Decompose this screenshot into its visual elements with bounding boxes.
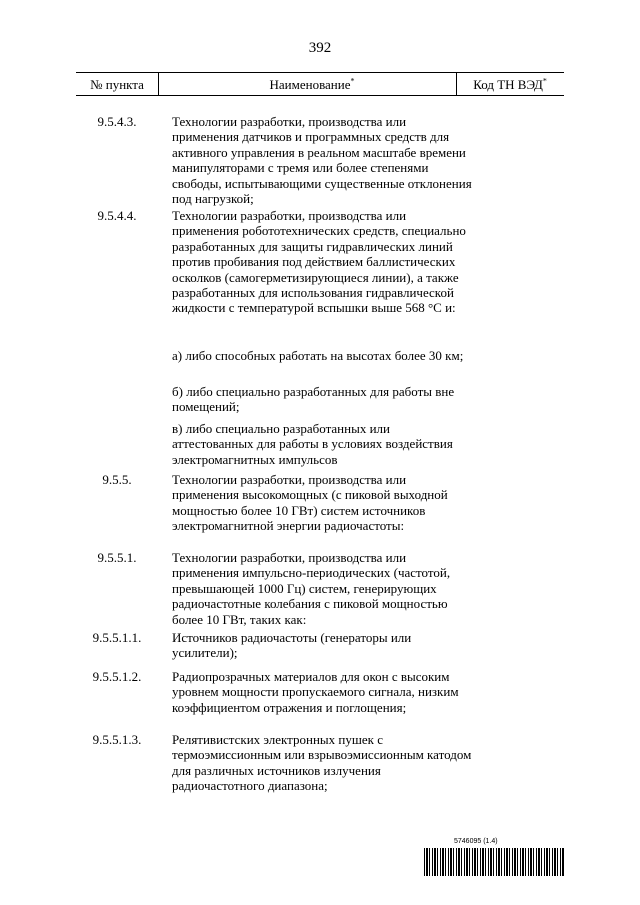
row-number: 9.5.5.1.3. bbox=[92, 732, 142, 747]
row-number: 9.5.5.1.2. bbox=[92, 669, 142, 684]
header-col-number: № пункта bbox=[90, 77, 144, 92]
header-col-name: Наименование* bbox=[269, 76, 355, 92]
sub-item: б) либо специально разработанных для работы вне помещений; bbox=[172, 384, 455, 415]
header-col-code: Код ТН ВЭД* bbox=[473, 76, 547, 92]
row-number: 9.5.4.4. bbox=[97, 208, 137, 223]
row-number: 9.5.5.1.1. bbox=[92, 630, 142, 645]
sub-item: в) либо специально разработанных или аттестованных для работы в условиях воздействия электромагнитных импульсов bbox=[172, 421, 453, 467]
row-text: Релятивистских электронных пушек с термоэмиссионным или взрывоэмиссионным катодом для различных источников излучения радиочастотного диапазона; bbox=[172, 732, 472, 794]
row-text: Технологии разработки, производства или применения импульсно-периодических (частотой, превышающей 1000 Гц) систем, генерирующих радиочастотные колебания с пиковой мощностью более 10 ГВт, таких как: bbox=[172, 550, 451, 627]
row-text: Технологии разработки, производства или применения высокомощных (с пиковой выходной мощностью более 10 ГВт) систем источников электромагнитной энергии радиочастоты: bbox=[172, 472, 448, 534]
header-divider bbox=[158, 73, 159, 95]
row-text: Радиопрозрачных материалов для окон с высоким уровнем мощности пропускаемого сигнала, низким коэффициентом отражения и поглощения; bbox=[172, 669, 459, 715]
table-header bbox=[76, 72, 564, 96]
row-text: Технологии разработки, производства или применения робототехнических средств, специально разработанных для защиты гидравлических линий против пробивания под действием баллистических осколков (самогерметизирующиеся линии), а также разработанных для использования гидравлической жидкости с температурой вспышки выше 568 °С и: bbox=[172, 208, 466, 316]
row-text: Источников радиочастоты (генераторы или усилители); bbox=[172, 630, 412, 661]
row-number: 9.5.4.3. bbox=[97, 114, 137, 129]
row-number: 9.5.5. bbox=[102, 472, 132, 487]
page-number: 392 bbox=[308, 40, 332, 56]
sub-item: а) либо способных работать на высотах более 30 км; bbox=[172, 348, 464, 363]
row-number: 9.5.5.1. bbox=[97, 550, 137, 565]
row-text: Технологии разработки, производства или применения датчиков и программных средств для активного управления в реальном масштабе времени манипуляторами с тремя или более степенями свободы, испытывающими существенные отклонения под нагрузкой; bbox=[172, 114, 472, 207]
barcode bbox=[424, 848, 564, 876]
barcode-label: 5746095 (1.4) bbox=[454, 838, 498, 845]
